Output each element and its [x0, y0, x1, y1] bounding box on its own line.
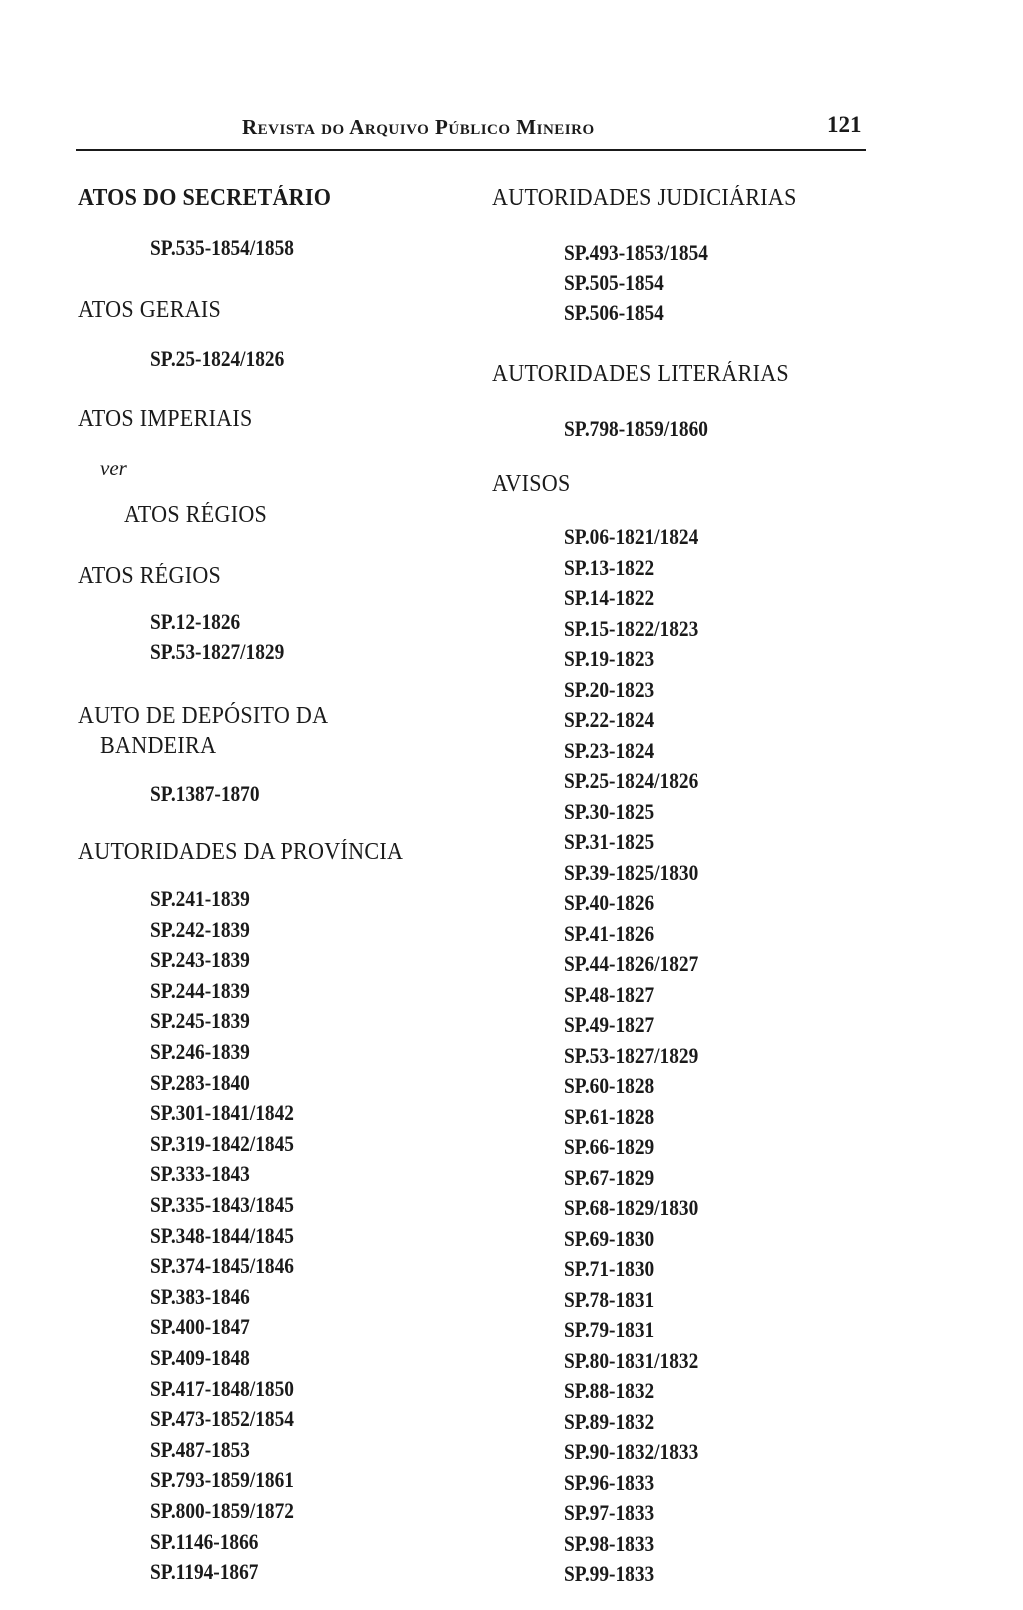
index-entry: SP.13-1822: [564, 554, 655, 580]
index-entry: SP.44-1826/1827: [564, 951, 699, 976]
index-entry: SP.40-1826: [564, 890, 655, 915]
index-entry: SP.535-1854/1858: [150, 235, 294, 260]
index-entry: SP.242-1839: [150, 916, 250, 942]
index-entry: SP.90-1832/1833: [564, 1439, 699, 1464]
index-entry: SP.505-1854: [564, 270, 664, 295]
index-entry: SP.383-1846: [150, 1283, 250, 1309]
index-entry: SP.68-1829/1830: [564, 1195, 699, 1220]
index-entry: SP.1146-1866: [150, 1528, 259, 1554]
index-entry: SP.473-1852/1854: [150, 1406, 294, 1432]
header-rule: [76, 149, 866, 151]
index-entry: SP.96-1833: [564, 1469, 655, 1495]
index-entry: SP.78-1831: [564, 1286, 655, 1312]
index-entry: SP.48-1827: [564, 981, 655, 1007]
index-entry: SP.98-1833: [564, 1530, 655, 1556]
index-entry: SP.88-1832: [564, 1378, 655, 1403]
index-entry: SP.22-1824: [564, 707, 655, 732]
index-entry: SP.374-1845/1846: [150, 1253, 294, 1279]
index-entry: SP.39-1825/1830: [564, 859, 699, 885]
index-entry: SP.409-1848: [150, 1345, 250, 1370]
index-heading: ATOS DO SECRETÁRIO: [78, 185, 332, 211]
index-entry: SP.241-1839: [150, 886, 250, 911]
index-entry: SP.14-1822: [564, 585, 655, 610]
index-entry: SP.89-1832: [564, 1408, 655, 1434]
index-entry: SP.67-1829: [564, 1164, 655, 1190]
index-entry: SP.20-1823: [564, 676, 655, 702]
index-heading: AUTORIDADES JUDICIÁRIAS: [492, 185, 797, 211]
index-entry: SP.19-1823: [564, 646, 655, 671]
index-entry: SP.244-1839: [150, 977, 250, 1003]
index-heading: AVISOS: [492, 471, 571, 497]
index-entry: SP.53-1827/1829: [564, 1042, 699, 1068]
index-entry: SP.31-1825: [564, 829, 655, 854]
index-entry: SP.319-1842/1845: [150, 1130, 294, 1156]
index-entry: SP.301-1841/1842: [150, 1100, 294, 1126]
index-entry: SP.80-1831/1832: [564, 1347, 699, 1373]
index-entry: SP.99-1833: [564, 1561, 655, 1586]
index-entry: SP.61-1828: [564, 1103, 655, 1129]
index-heading: ATOS GERAIS: [78, 297, 222, 323]
index-entry: SP.348-1844/1845: [150, 1222, 294, 1248]
index-entry: SP.487-1853: [150, 1436, 250, 1462]
index-entry: SP.243-1839: [150, 947, 250, 973]
index-entry: SP.1194-1867: [150, 1559, 259, 1585]
see-reference-target: ATOS RÉGIOS: [124, 502, 268, 528]
index-entry: SP.493-1853/1854: [564, 240, 708, 265]
page-number: 121: [827, 112, 862, 137]
index-entry: SP.97-1833: [564, 1500, 655, 1525]
index-entry: SP.30-1825: [564, 798, 655, 824]
index-entry: SP.15-1822/1823: [564, 615, 699, 641]
index-entry: SP.12-1826: [150, 609, 241, 634]
index-entry: SP.69-1830: [564, 1225, 655, 1251]
index-heading: AUTO DE DEPÓSITO DA: [78, 703, 329, 729]
index-entry: SP.245-1839: [150, 1008, 250, 1034]
index-entry: SP.66-1829: [564, 1134, 655, 1159]
index-entry: SP.25-1824/1826: [150, 346, 285, 371]
index-entry: SP.71-1830: [564, 1256, 655, 1281]
index-entry: SP.49-1827: [564, 1012, 655, 1037]
index-entry: SP.23-1824: [564, 737, 655, 763]
index-heading: AUTORIDADES LITERÁRIAS: [492, 361, 790, 387]
index-entry: SP.335-1843/1845: [150, 1192, 294, 1217]
index-entry: SP.60-1828: [564, 1073, 655, 1098]
index-entry: SP.506-1854: [564, 300, 664, 325]
index-entry: SP.79-1831: [564, 1317, 655, 1342]
journal-title: Revista do Arquivo Público Mineiro: [242, 115, 595, 139]
index-entry: SP.1387-1870: [150, 781, 260, 806]
index-heading: ATOS IMPERIAIS: [78, 406, 253, 432]
index-entry: SP.41-1826: [564, 920, 655, 946]
index-entry: SP.800-1859/1872: [150, 1498, 294, 1523]
index-entry: SP.283-1840: [150, 1069, 250, 1095]
index-entry: SP.25-1824/1826: [564, 768, 699, 793]
index-entry: SP.417-1848/1850: [150, 1375, 294, 1401]
index-entry: SP.333-1843: [150, 1161, 250, 1187]
index-entry: SP.400-1847: [150, 1314, 250, 1340]
index-heading-continuation: BANDEIRA: [100, 733, 217, 759]
index-heading: ATOS RÉGIOS: [78, 563, 222, 589]
see-reference-label: ver: [100, 456, 127, 480]
index-entry: SP.798-1859/1860: [564, 416, 708, 441]
index-heading: AUTORIDADES DA PROVÍNCIA: [78, 839, 404, 865]
index-entry: SP.793-1859/1861: [150, 1467, 294, 1493]
index-entry: SP.06-1821/1824: [564, 524, 699, 549]
index-entry: SP.53-1827/1829: [150, 639, 285, 664]
index-entry: SP.246-1839: [150, 1039, 250, 1064]
